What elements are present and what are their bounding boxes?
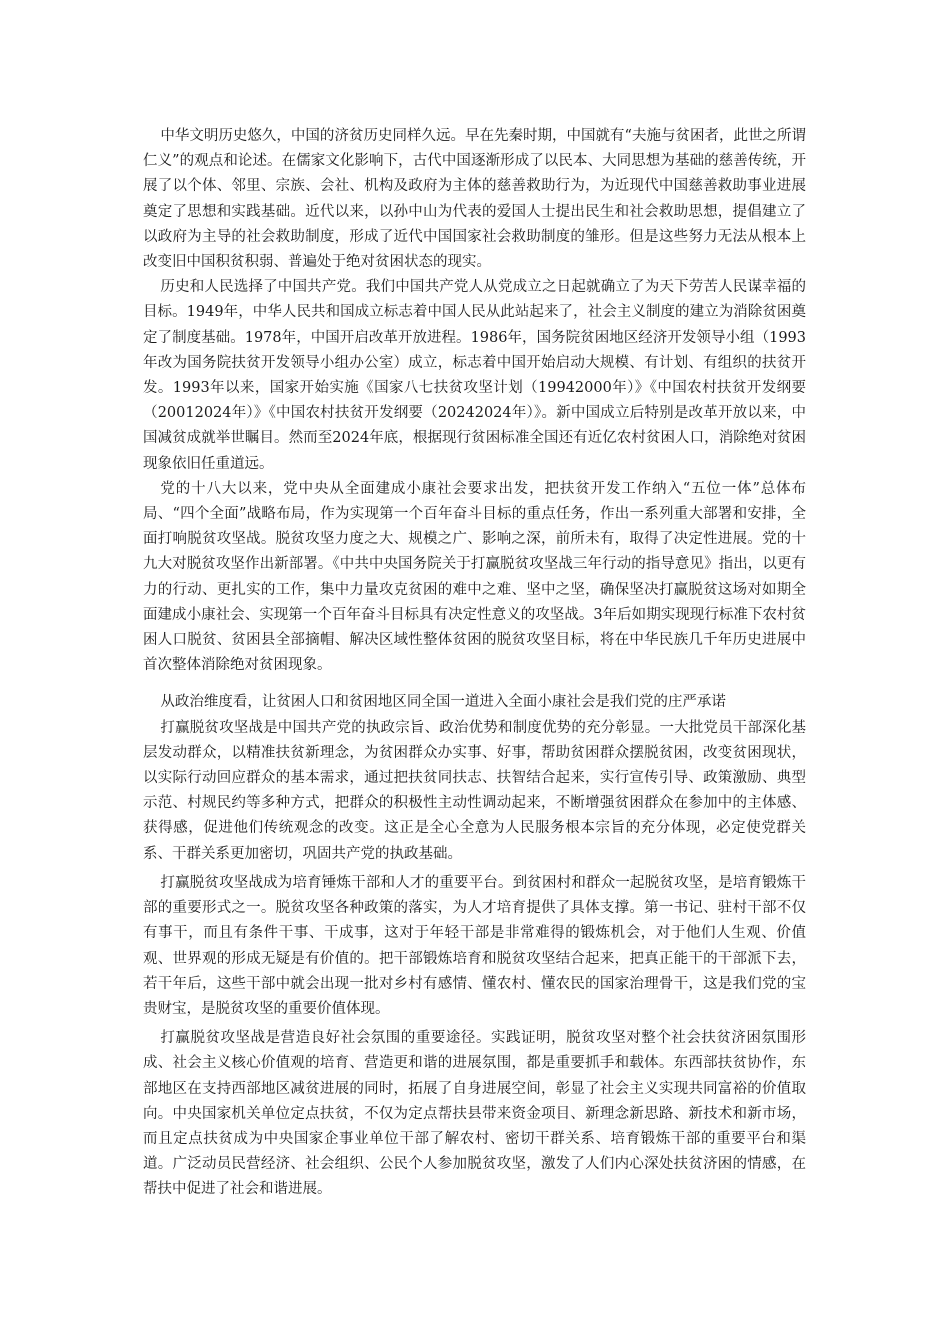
section-heading-political: 从政治维度看，让贫困人口和贫困地区同全国一道进入全面小康社会是我们党的庄严承诺 <box>160 694 726 711</box>
paragraph-party-choice: 历史和人民选择了中国共产党。我们中国共产党人从党成立之日起就确立了为天下劳苦人民谋幸福的目标。1949年，中华人民共和国成立标志着中国人民从此站起来了，社会主义制度的建立为消除贫困奠定了制度基础。1978年，中国开启改革开放进程。1986年，国务院贫困地区经济开发领导小组（1993年改为国务院扶贫开发领导小组办公室）成立，标志着中国开始启动大规模、有计划、有组织的扶贫开发。1993年以来，国家开始实施《国家八七扶贫攻坚计划（19942000年）》《中国农村扶贫开发纲要（20012024年）》《中国农村扶贫开发纲要（20242024年）》。新中国成立后特别是改革开放以来，中国减贫成就举世瞩目。然而至2024年底，根据现行贫困标准全国还有近亿农村贫困人口，消除绝对贫困现象依旧任重道远。 <box>143 279 806 472</box>
document-body <box>143 124 806 1203</box>
paragraph-history: 中华文明历史悠久，中国的济贫历史同样久远。早在先秦时期，中国就有“夫施与贫困者，此世之所谓仁义”的观点和论述。在儒家文化影响下，古代中国逐渐形成了以民本、大同思想为基础的慈善传统，开展了以个体、邻里、宗族、会社、机构及政府为主体的慈善救助行为，为近现代中国慈善救助事业进展奠定了思想和实践基础。近代以来，以孙中山为代表的爱国人士提出民生和社会救助思想，提倡建立了以政府为主导的社会救助制度，形成了近代中国国家社会救助制度的雏形。但是这些努力无法从根本上改变旧中国积贫积弱、普遍处于绝对贫困状态的现实。 <box>143 128 806 271</box>
paragraph-eighteenth-congress: 党的十八大以来，党中央从全面建成小康社会要求出发，把扶贫开发工作纳入“五位一体”总体布局、“四个全面”战略布局，作为实现第一个百年奋斗目标的重点任务，作出一系列重大部署和安排，全面打响脱贫攻坚战。脱贫攻坚力度之大、规模之广、影响之深，前所未有，取得了决定性进展。党的十九大对脱贫攻坚作出新部署。《中共中央国务院关于打赢脱贫攻坚战三年行动的指导意见》指出，以更有力的行动、更扎实的工作，集中力量攻克贫困的难中之难、坚中之坚，确保坚决打赢脱贫这场对如期全面建成小康社会、实现第一个百年奋斗目标具有决定性意义的攻坚战。3年后如期实现现行标准下农村贫困人口脱贫、贫困县全部摘帽、解决区域性整体贫困的脱贫攻坚目标，将在中华民族几千年历史进展中首次整体消除绝对贫困现象。 <box>143 480 806 674</box>
paragraph-cadre-training: 打赢脱贫攻坚战成为培育锤炼干部和人才的重要平台。到贫困村和群众一起脱贫攻坚，是培育锻炼干部的重要形式之一。脱贫攻坚各种政策的落实，为人才培育提供了具体支撑。第一书记、驻村干部不仅有事干，而且有条件干事、干成事，这对于年轻干部是非常难得的锻炼机会，对于他们人生观、价值观、世界观的形成无疑是有价值的。把干部锻炼培育和脱贫攻坚结合起来，把真正能干的干部派下去，若干年后，这些干部中就会出现一批对乡村有感情、懂农村、懂农民的国家治理骨干，这是我们党的宝贵财宝，是脱贫攻坚的重要价值体现。 <box>143 874 806 1017</box>
paragraph-social-atmosphere: 打赢脱贫攻坚战是营造良好社会氛围的重要途径。实践证明，脱贫攻坚对整个社会扶贫济困氛围形成、社会主义核心价值观的培育、营造更和谐的进展氛围，都是重要抓手和载体。东西部扶贫协作，东部地区在支持西部地区减贫进展的同时，拓展了自身进展空间，彰显了社会主义实现共同富裕的价值取向。中央国家机关单位定点扶贫，不仅为定点帮扶县带来资金项目、新理念新思路、新技术和新市场，而且定点扶贫成为中央国家企事业单位干部了解农村、密切干群关系、培育锻炼干部的重要平台和渠道。广泛动员民营经济、社会组织、公民个人参加脱贫攻坚，激发了人们内心深处扶贫济困的情感，在帮扶中促进了社会和谐进展。 <box>143 1030 806 1198</box>
paragraph-governing-advantage: 打赢脱贫攻坚战是中国共产党的执政宗旨、政治优势和制度优势的充分彰显。一大批党员干部深化基层发动群众，以精准扶贫新理念，为贫困群众办实事、好事，帮助贫困群众摆脱贫困，改变贫困现状，以实际行动回应群众的基本需求，通过把扶贫同扶志、扶智结合起来，实行宣传引导、政策激励、典型示范、村规民约等多种方式，把群众的积极性主动性调动起来，不断增强贫困群众在参加中的主体感、获得感，促进他们传统观念的改变。这正是全心全意为人民服务根本宗旨的充分体现，必定使党群关系、干群关系更加密切，巩固共产党的执政基础。 <box>143 719 806 862</box>
